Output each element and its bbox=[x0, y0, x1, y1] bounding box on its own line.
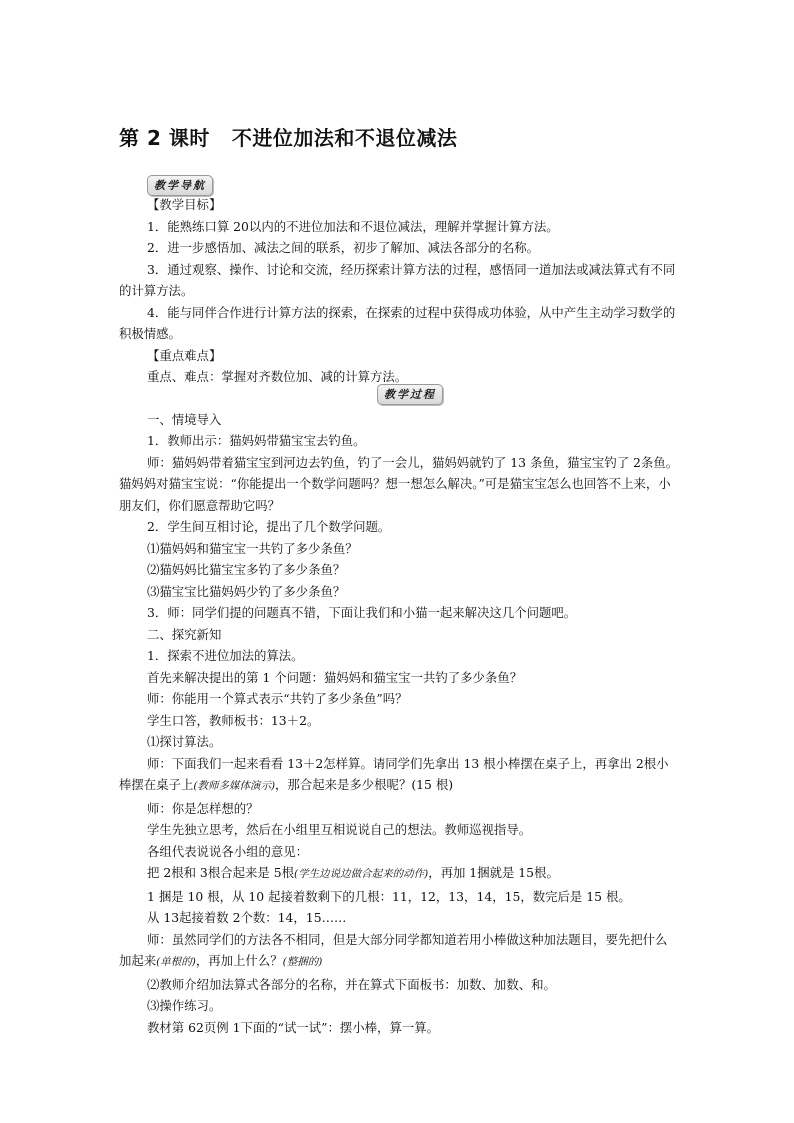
process-line: 1．探索不进位加法的算法。 bbox=[147, 648, 304, 663]
badge-spacer bbox=[119, 388, 679, 409]
put-note: (学生边说边做合起来的动作) bbox=[293, 868, 429, 880]
demo-text-a: 师：下面我们一起来看看 13＋2怎样算。请同学们先拿出 13 根小棒摆在桌子上，再拿出 2根小棒摆在桌子上 bbox=[119, 755, 669, 792]
teacher-text-a: 师：虽然同学们的方法各不相同，但是大部分同学都知道若用小棒做这种加法题目，要先把什么加起来 bbox=[119, 931, 668, 968]
process-line-demo bbox=[119, 753, 679, 798]
process-line: 3．师：同学们提的问题真不错，下面让我们和小猫一起来解决这几个问题吧。 bbox=[147, 605, 577, 620]
process-line: ⑶操作练习。 bbox=[147, 998, 222, 1013]
process-line: 二、探究新知 bbox=[147, 626, 222, 642]
teacher-text-b: ，再加上什么？ bbox=[195, 953, 283, 968]
process-line: 教材第 62页例 1下面的“试一试”：摆小棒，算一算。 bbox=[147, 1019, 440, 1035]
process-line: 1．教师出示：猫妈妈带猫宝宝去钓鱼。 bbox=[147, 433, 366, 448]
process-line: 学生口答，教师板书：13＋2。 bbox=[147, 712, 320, 728]
process-line-teacher bbox=[119, 929, 679, 974]
teacher-note-2: (整捆的) bbox=[282, 956, 323, 968]
process-line: 各组代表说说各小组的意见： bbox=[147, 843, 309, 859]
demo-text-b: ，那合起来是多少根呢？(15 根) bbox=[275, 777, 454, 792]
process-line: 师：猫妈妈带着猫宝宝到河边去钓鱼，钓了一会儿，猫妈妈就钓了 13 条鱼，猫宝宝钓了 2条鱼。猫妈妈对猫宝宝说：“你能提出一个数学问题吗？想一想怎么解决。”可是猫宝宝怎么也回答不上来，小朋友们，你们愿意帮助它吗？ bbox=[119, 454, 679, 513]
lesson-topic: 不进位加法和不退位减法 bbox=[231, 126, 458, 150]
demo-note: (教师多媒体演示) bbox=[193, 780, 276, 792]
put-text-a: 把 2根和 3根合起来是 5根 bbox=[147, 865, 294, 880]
teaching-navigation-badge: 教学导航 bbox=[147, 175, 213, 196]
process-line: 一、情境导入 bbox=[147, 411, 222, 427]
process-line: ⑶猫宝宝比猫妈妈少钓了多少条鱼？ bbox=[147, 583, 346, 599]
put-text-b: ，再加 1捆就是 15根。 bbox=[428, 865, 559, 880]
key-points-heading: 【重点难点】 bbox=[147, 347, 222, 363]
document-body bbox=[119, 194, 679, 1038]
key-points-text: 重点、难点：掌握对齐数位加、减的计算方法。 bbox=[147, 369, 408, 384]
page-title bbox=[119, 122, 457, 151]
process-line: 师：你是怎样想的？ bbox=[147, 800, 259, 816]
goal-item-4: 4．能与同伴合作进行计算方法的探索，在探索的过程中获得成功体验，从中产生主动学习数学的积极情感。 bbox=[119, 304, 676, 341]
process-line: ⑴猫妈妈和猫宝宝一共钓了多少条鱼？ bbox=[147, 540, 358, 556]
process-line: ⑵教师介绍加法算式各部分的名称，并在算式下面板书：加数、加数、和。 bbox=[147, 976, 556, 992]
goal-item-3: 3．通过观察、操作、讨论和交流，经历探索计算方法的过程，感悟同一道加法或减法算式有不同的计算方法。 bbox=[119, 261, 676, 298]
process-line: 学生先独立思考，然后在小组里互相说说自己的想法。教师巡视指导。 bbox=[147, 822, 532, 837]
goal-item-2: 2．进一步感悟加、减法之间的联系，初步了解加、减法各部分的名称。 bbox=[147, 240, 539, 255]
process-line-put bbox=[119, 862, 679, 886]
process-line: ⑵猫妈妈比猫宝宝多钓了多少条鱼？ bbox=[147, 562, 346, 577]
process-line: 从 13起接着数 2个数：14，15…… bbox=[147, 910, 347, 925]
process-line: ⑴探讨算法。 bbox=[147, 734, 222, 749]
process-line: 首先来解决提出的第 1 个问题：猫妈妈和猫宝宝一共钓了多少条鱼？ bbox=[147, 669, 523, 685]
goal-item-1: 1．能熟练口算 20以内的不进位加法和不退位减法，理解并掌握计算方法。 bbox=[147, 218, 559, 234]
process-line: 师：你能用一个算式表示“共钓了多少条鱼”吗？ bbox=[147, 691, 408, 706]
goals-heading: 【教学目标】 bbox=[147, 197, 222, 212]
process-line: 1 捆是 10 根，从 10 起接着数剩下的几根：11，12，13，14，15，数完后是 15 根。 bbox=[147, 888, 631, 904]
lesson-number: 第 2 课时 bbox=[119, 126, 210, 150]
process-line: 2．学生间互相讨论，提出了几个数学问题。 bbox=[147, 519, 391, 534]
teaching-process-badge: 教学过程 bbox=[377, 384, 443, 405]
teacher-note-1: (单根的) bbox=[156, 956, 196, 968]
